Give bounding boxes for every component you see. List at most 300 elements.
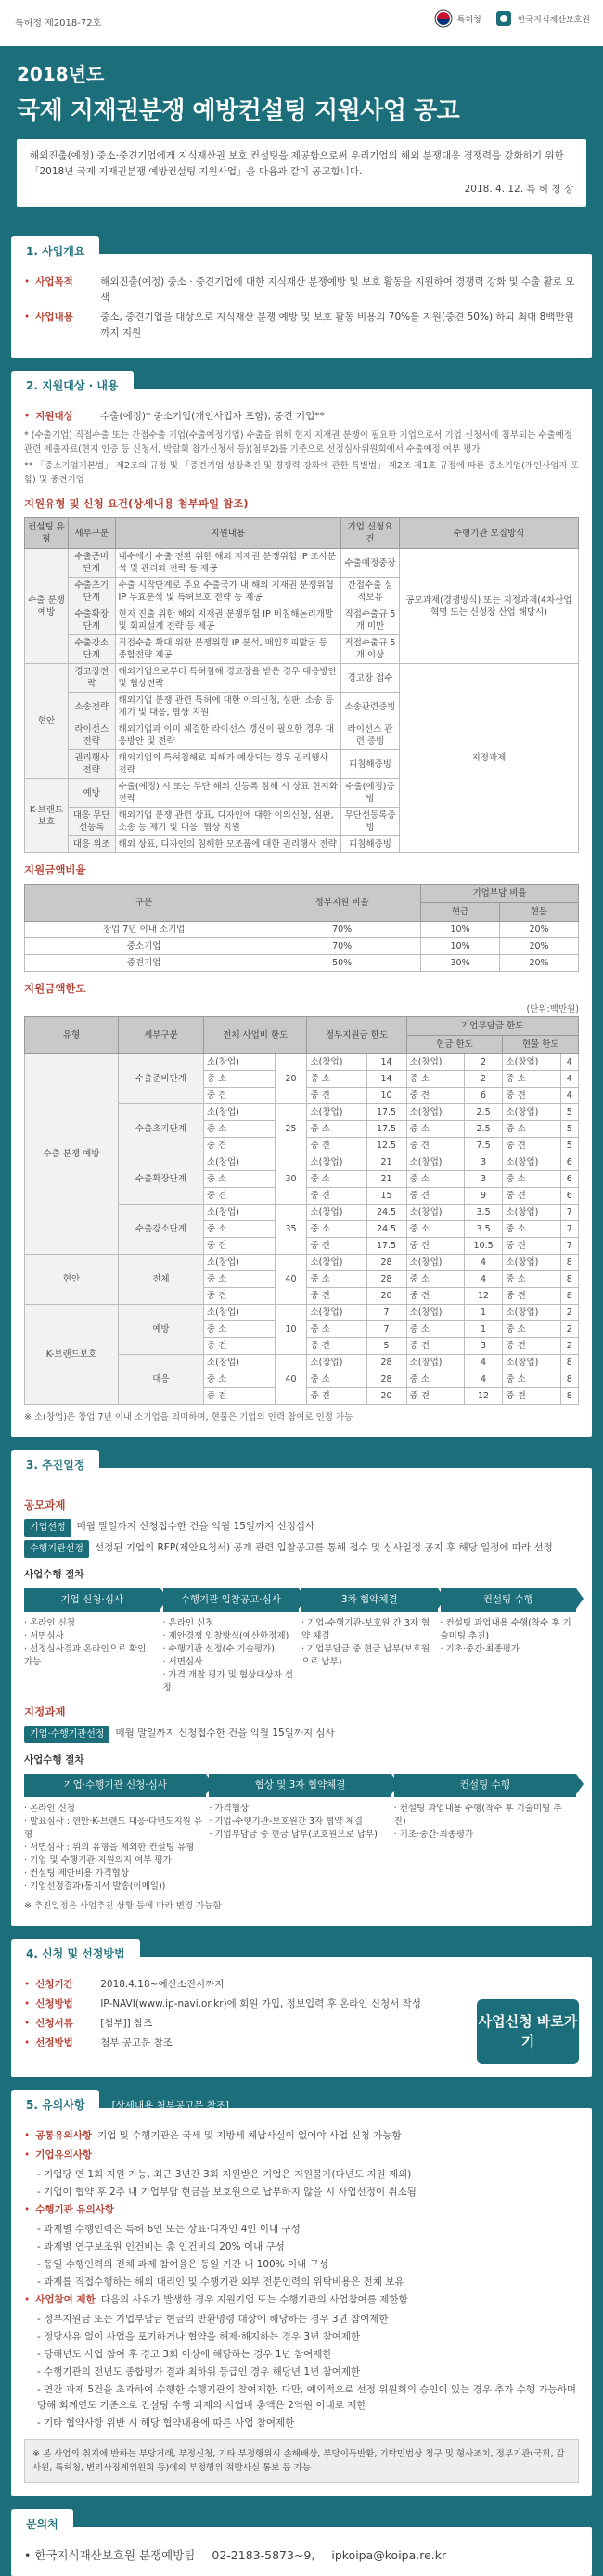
- amount-type: 소(창업): [406, 1205, 464, 1221]
- bullet-icon: •: [24, 411, 31, 422]
- amount-type: 소(창업): [307, 1104, 366, 1121]
- amount-gov: 12.5: [366, 1138, 406, 1154]
- kipo-logo-text: 특허청: [456, 15, 481, 25]
- amount-type: 중 견: [203, 1088, 275, 1104]
- bullet-icon: •: [24, 312, 31, 323]
- types-sub: 라이선스전략: [68, 721, 115, 750]
- amount-type: 중 견: [503, 1138, 560, 1154]
- amount-kind: 4: [560, 1071, 578, 1088]
- amount-type: 중 소: [203, 1271, 275, 1288]
- apply-row: [24, 1977, 423, 1993]
- list-item: - 과제를 직접수행하는 해외 대리인 및 수행기관 외부 전문인력의 위탁비용은 전체 보유: [37, 2276, 404, 2288]
- list-item: - 기업당 연 1회 지원 가능, 최근 3년간 3회 지원받은 기업은 지원불가(다년도 지원 제외): [37, 2169, 412, 2180]
- bullet-icon: •: [24, 2018, 31, 2029]
- types-req: 직접수출규 5개 이상: [341, 635, 400, 664]
- amount-type: 중 견: [503, 1288, 560, 1305]
- amount-cash: 3: [464, 1154, 503, 1171]
- year: 2018년도: [17, 63, 105, 85]
- list-item: - 연간 과제 5건을 초과하여 수행한 수행기관의 참여제한. 다만, 예외적으로 선정 위원회의 승인이 있는 경우 추가 수행 가능하며 당해 회계연도 기준으로 컨설팅 수행 과제의 사업비 총액은 2억원 이내로 제한: [37, 2384, 577, 2411]
- amount-sub: 수출준비단계: [118, 1054, 203, 1104]
- amount-cash: 9: [464, 1188, 503, 1205]
- amount-cash: 6: [464, 1088, 503, 1104]
- bullet-icon: •: [24, 1998, 31, 2009]
- types-content: 현지 진출 위한 해외 지재권 분쟁위험 IP 비침해논리개발 및 회피설계 전략 등 제공: [115, 606, 341, 635]
- amount-gov: 5: [366, 1338, 406, 1355]
- amount-total: 25: [275, 1104, 307, 1154]
- amount-type: 중 소: [307, 1121, 366, 1138]
- amount-type: 소(창업): [203, 1054, 275, 1071]
- list-item: - 동일 수행인력의 전체 과제 참여율은 동일 기간 내 100% 이내 구성: [37, 2259, 328, 2270]
- amount-type: 중 견: [503, 1088, 560, 1104]
- amount-table: 유형 세부구분 전체 사업비 한도 정부지원금 한도 기업부담금 한도 현금 한도 현물 한도 수출 분쟁 예방 수출준비단계 소(창업) 20 소(창업) 14 소(창업) 2 소(창업) 4 중 소 중 소 14 중 소 2 중 소 4 중 견 중 견 10 중 견 6 중 견 4 수출초기단계 소(창업) 25 소(창업) 17.5 소(창업) 2.5 소(창업) 5 중 소 중 소 17.5 중 소 2.5 중 소 5 중 견 중 견 12.5 중 견 7.5 중 견 5 수출확장단계 소(창업) 30 소(창업) 21 소(창업) 3 소(창업) 6 중 소 중 소 21 중 소 3 중 소 6 중 견 중 견 15 중 견 9 중 견 6 수출강소단계 소(창업) 35 소(창업) 24.5 소(창업) 3.5 소(창업) 7 중 소 중 소 24.5 중 소 3.5 중 소 7 중 견 중 견 17.5 중 견 10.5 중 견 7 현안 전체 소(창업) 40 소(창업) 28 소(창업) 4 소(창업) 8 중 소 중 소 28 중 소 4 중 소 8 중 견 중 견 20 중 견 12 중 견 8 K-브랜드보호 예방 소(창업) 10 소(창업) 7 소(창업) 1 소(창업) 2 중 소 중 소 7 중 소 1 중 소 2 중 견 중 견 5 중 견 3 중 견 2 대응 소(창업) 40 소(창업) 28 소(창업) 4 소(창업) 8 중 소 중 소 28 중 소 4 중 소 8 중 견 중 견 20 중 견 12 중 견 8: [24, 1016, 579, 1405]
- section-contact: [11, 2496, 592, 2576]
- ratio-cell: 10%: [421, 922, 500, 938]
- tag: 기업선정: [24, 1519, 71, 1537]
- amount-type: 중 소: [406, 1371, 464, 1388]
- header: [0, 46, 603, 223]
- list-item: - 수행기관의 전년도 종합평가 결과 최하위 등급인 경우 해당년 1년 참여제한: [37, 2366, 361, 2378]
- amount-type: 소(창업): [203, 1255, 275, 1271]
- amount-gov: 20: [366, 1388, 406, 1405]
- flow-step: 컨설팅 수행: [441, 1588, 577, 1612]
- amount-kind: 4: [560, 1088, 578, 1104]
- amount-type: 중 소: [406, 1171, 464, 1188]
- amount-type: 중 소: [406, 1321, 464, 1338]
- apply-button[interactable]: 사업신청 바로가기: [477, 1999, 579, 2064]
- amount-type: 소(창업): [503, 1305, 560, 1321]
- amount-cash: 12: [464, 1288, 503, 1305]
- flow-desc-item: · 온라인 신청 · 발표심사 : 현안·K-브랜드 대응·다년도지원 유형 · 서면심사 : 위의 유형을 제외한 컨설팅 유형 · 기업 및 수행기관 지원의지 여부 평가 · 컨설팅 제안비용 가격협상 · 기업선정결과(통지서 발송(이메일)): [24, 1804, 203, 1892]
- amount-cash: 1: [464, 1321, 503, 1338]
- amount-gov: 17.5: [366, 1238, 406, 1255]
- amount-type: 소(창업): [406, 1054, 464, 1071]
- amount-type: 소(창업): [307, 1355, 366, 1371]
- process-desc: [24, 1803, 579, 1894]
- list-item: - 정당사유 없이 사업을 포기하거나 협약을 해제·해지하는 경우 3년 참여제한: [37, 2331, 361, 2342]
- types-header: 기업 신청요건: [341, 518, 400, 549]
- amount-sub: 수출강소단계: [118, 1205, 203, 1255]
- flow-step: 컨설팅 수행: [394, 1774, 576, 1797]
- amount-type: 중 견: [406, 1288, 464, 1305]
- amount-type: 소(창업): [503, 1255, 560, 1271]
- bullet-icon: •: [24, 1979, 31, 1990]
- amount-gov: 21: [366, 1171, 406, 1188]
- types-sub: 대응 위조: [68, 836, 115, 853]
- ratio-cell: 70%: [263, 922, 421, 938]
- types-content: 해외기업 분쟁 관련 특허에 대한 이의신청, 심판, 소송 등 제기 및 대응, 협상 지원: [115, 693, 341, 721]
- types-sub: 예방: [68, 779, 115, 808]
- amount-type: 소(창업): [503, 1154, 560, 1171]
- amount-type: 중 견: [203, 1288, 275, 1305]
- tag: 기업·수행기관선정: [24, 1726, 109, 1743]
- amount-cash: 2.5: [464, 1104, 503, 1121]
- amount-kind: 8: [560, 1255, 578, 1271]
- amount-gov: 21: [366, 1154, 406, 1171]
- amount-type: 중 소: [307, 1271, 366, 1288]
- types-method: 지정과제: [399, 664, 578, 853]
- amount-type: 중 견: [406, 1338, 464, 1355]
- amount-group: K-브랜드보호: [25, 1305, 119, 1405]
- flow-desc-item: · 기업-수행기관-보호원 간 3자 협약 체결 · 기업부담금 중 현금 납부(보호원으로 납부): [302, 1618, 430, 1667]
- types-header: 컨설팅 유형: [25, 518, 69, 549]
- apply-value: 2018.4.18~예산소진시까지: [100, 1979, 225, 1990]
- flow-desc-item: · 온라인 신청 · 제안경쟁 입찰방식(예산한정제) · 수행기관 선정(수 기술평가) · 서면심사 · 가격 개찰 평가 및 협상대상자 선정: [162, 1618, 293, 1693]
- types-sub: 경고장전략: [68, 664, 115, 693]
- amount-gov: 17.5: [366, 1104, 406, 1121]
- kipo-logo: [434, 9, 481, 28]
- ratio-cell: 창업 7년 이내 소기업: [25, 922, 263, 938]
- amount-gov: 14: [366, 1054, 406, 1071]
- amount-gov: 10: [366, 1088, 406, 1104]
- kipa-logo: [494, 9, 590, 28]
- amount-type: 중 소: [503, 1171, 560, 1188]
- amount-gov: 28: [366, 1371, 406, 1388]
- contact-email[interactable]: ipkoipa@koipa.re.kr: [331, 2548, 447, 2562]
- amount-type: 중 소: [406, 1121, 464, 1138]
- types-sub: 소송전략: [68, 693, 115, 721]
- note: ※ 추진일정은 사업추진 상황 등에 따라 변경 가능함: [24, 1901, 222, 1911]
- flow-step: 기업·수행기관 신청·심사: [24, 1774, 206, 1797]
- amount-type: 중 견: [307, 1188, 366, 1205]
- amount-cash: 10.5: [464, 1238, 503, 1255]
- amount-type: 중 소: [203, 1321, 275, 1338]
- amount-type: 중 견: [307, 1338, 366, 1355]
- types-sub: 수출초기단계: [68, 578, 115, 606]
- amount-gov: 28: [366, 1271, 406, 1288]
- amount-cash: 2.5: [464, 1121, 503, 1138]
- top-bar: [0, 0, 603, 46]
- amount-total: 40: [275, 1255, 307, 1305]
- amount-type: 중 소: [203, 1071, 275, 1088]
- amount-type: 소(창업): [307, 1255, 366, 1271]
- amount-type: 중 견: [406, 1088, 464, 1104]
- process-desc: [24, 1617, 579, 1695]
- types-method: 공모과제(경쟁방식) 또는 지정과제(4차산업혁명 또는 신성장 산업 해당시): [399, 549, 578, 664]
- intro-date: 2018. 4. 12. 특 허 청 장: [464, 184, 573, 195]
- types-header: 세부구분: [68, 518, 115, 549]
- types-req: 수출(예정)증빙: [341, 779, 400, 808]
- note: * (수출기업) 직접수출 또는 간접수출 기업(수출예정기업) 수출을 위해 현지 지재권 분쟁이 필요한 기업으로서 기업 신청서에 첨부되는 수출예정 관련 제출자료(현지 인증 등 신청서, 박람회 참가신청서 등)(첨부2)를 기준으로 선정심사위원회에서 수출예정 여부 평가: [24, 430, 572, 454]
- types-sub: 대응 무단선등록: [68, 808, 115, 836]
- warning-box: ※ 본 사업의 취지에 반하는 부당거래, 부정신청, 기타 부정행위시 손해배상, 부당이득반환, 기탁민법상 청구 및 형사조치, 정부기관(국회, 감사원, 특허청, 변리사징계위원회 등)에의 부정행위 적발사실 통보 등 가능: [24, 2439, 579, 2483]
- amount-kind: 2: [560, 1321, 578, 1338]
- amount-type: 소(창업): [203, 1154, 275, 1171]
- flow-desc-item: · 온라인 신청 · 서면심사 · 선정심사결과 온라인으로 확인 가능: [24, 1618, 147, 1667]
- ratio-cell: 30%: [421, 955, 500, 972]
- apply-label: 신청서류: [35, 2018, 73, 2029]
- amount-type: 중 견: [203, 1238, 275, 1255]
- ratio-cell: 50%: [263, 955, 421, 972]
- amount-gov: 14: [366, 1071, 406, 1088]
- amount-cash: 1: [464, 1305, 503, 1321]
- amount-type: 소(창업): [203, 1305, 275, 1321]
- amount-type: 소(창업): [503, 1205, 560, 1221]
- flow-desc-item: · 컨설팅 과업내용 수행(착수 후 기술미팅 추진) · 기초·중간·최종평가: [440, 1618, 571, 1654]
- amount-type: 소(창업): [406, 1104, 464, 1121]
- section-target: 2. 지원대상 · 내용 • 지원대상 수출(예정)* 중소기업(개인사업자 포함), 중견 기업** * (수출기업) 직접수출 또는 간접수출 기업(수출예정기업) 수출을 위해 현지 지재권 분쟁이 필요한 기업으로서 기업 신청서에 첨부되는 수출예정 관련 제출자료(현지 인증 등 신청서, 박람회 참가신청서 등)(첨부2)를 기준으로 선정심사위원회에서 수출예정 여부 평가 ** 「중소기업기본법」 제2조의 규정 및 「중견기업 성장촉진 및 경쟁력 강화에 관한 특별법」 제2조 제1호 규정에 따른 중소기업(개인사업자 포함) 및 중견기업 지원유형 및 신청 요건(상세내용 첨부파일 참조) 컨설팅 유형 세부구분 지원내용 기업 신청요건 수행기관 모집방식 수출 분쟁 예방 수출준비단계 내수에서 수출 전환 위한 해외 지재권 분쟁위험 IP 조사분석 및 관리와 전략 등 제공 수출예정중장 공모과제(경쟁방식) 또는 지정과제(4차산업혁명 또는 신성장 산업 해당시) 수출초기단계 수출 시작단계로 주요 수출국가 내 해외 지재권 분쟁위험 IP 무효분석 및 특허보호 전략 등 제공 간접수출 실적보유 수출확장단계 현지 진출 위한 해외 지재권 분쟁위험 IP 비침해논리개발 및 회피설계 전략 등 제공 직접수출규 5개 미만 수출강소단계 직접수출 확대 위한 분쟁위험 IP 분석, 매입회피발굴 등 종합전략 제공 직접수출규 5개 이상 현안 경고장전략 해외기업으로부터 특허침해 경고장을 받은 경우 대응방안 및 협상전략 경고장 접수 지정과제 소송전략 해외기업 분쟁 관련 특허에 대한 이의신청, 심판, 소송 등 제기 및 대응, 협상 지원 소송관련증빙 라이선스전략 해외기업과 이미 체결한 라이선스 갱신이 필요한 경우 대응방안 및 전략 라이선스 관련 증빙 권리행사전략 해외기업의 특허침해로 피해가 예상되는 경우 권리행사 전략 피침해증빙 K-브랜드보호 예방 수출(예정) 시 또는 무단 해외 선등록 침해 시 상표 현지화 전략 수출(예정)증빙 대응 무단선등록 해외기업 분쟁 관련 상표, 디자인에 대한 이의신청, 심판, 소송 등 제기 및 대응, 협상 지원 무단선등록증빙 대응 위조 해외 상표, 디자인의 침해한 모조품에 대한 권리행사 전략 피침해증빙 지원금액비율 구분 정부지원 비율 기업부담 비율 현금 현물 창업 7년 이내 소기업 70% 10% 20% 중소기업 70% 10% 20% 중견기업 50% 30% 20% 지원금액한도 (단위:백만원) 유형 세부구분 전체 사업비 한도 정부지원금 한도 기업부담금 한도 현금 한도 현물 한도 수출 분쟁 예방 수출준비단계 소(창업) 20 소(창업) 14 소(창업) 2 소(창업) 4 중 소 중 소 14 중 소 2 중 소 4 중 견 중 견 10 중 견 6 중 견 4 수출초기단계 소(창업) 25 소(창업) 17.5 소(창업) 2.5 소(창업) 5 중 소 중 소 17.5 중 소 2.5 중 소 5 중 견 중 견 12.5 중 견 7.5 중 견 5 수출확장단계 소(창업) 30 소(창업) 21 소(창업) 3 소(창업) 6 중 소 중 소 21 중 소 3 중 소 6 중 견 중 견 15 중 견 9 중 견 6 수출강소단계 소(창업) 35 소(창업) 24.5 소(창업) 3.5 소(창업) 7 중 소 중 소 24.5 중 소 3.5 중 소 7 중 견 중 견 17.5 중 견 10.5 중 견 7 현안 전체 소(창업) 40 소(창업) 28 소(창업) 4 소(창업) 8 중 소 중 소 28 중 소 4 중 소 8 중 견 중 견 20 중 견 12 중 견 8 K-브랜드보호 예방 소(창업) 10 소(창업) 7 소(창업) 1 소(창업) 2 중 소 중 소 7 중 소 1 중 소 2 중 견 중 견 5 중 견 3 중 견 2 대응 소(창업) 40 소(창업) 28 소(창업) 4 소(창업) 8 중 소 중 소 28 중 소 4 중 소 8 중 견 중 견 20 중 견 12 중 견 8 ※ 소(창업)은 창업 7년 이내 소기업을 의미하며, 현물은 기업의 인력 참여로 인정 가능: [11, 358, 592, 1437]
- amount-kind: 6: [560, 1188, 578, 1205]
- section-notes: 5. 유의사항 [상세내용 첨부공고문 참조] • 공통유의사항 기업 및 수행기관은 국세 및 지방세 체납사실이 없어야 사업 신청 가능함 • 기업유의사항 - 기업당 연 1회 지원 가능, 최근 3년간 3회 지원받은 기업은 지원불가(다년도 지원 제외) - 기업이 협약 후 2주 내 기업부담 현금을 보호원으로 납부하지 않을 시 사업선정이 취소됨 • 수행기관 유의사항 - 과제별 수행인력은 특허 6인 또는 상표·디자인 4인 이내 구성 - 과제별 연구보조원 인건비는 총 인건비의 20% 이내 구성 - 동일 수행인력의 전체 과제 참여율은 동일 기간 내 100% 이내 구성 - 과제를 직접수행하는 해외 대리인 및 수행기관 외부 전문인력의 위탁비용은 전체 보유 • 사업참여 제한 다음의 사유가 발생한 경우 지원기업 또는 수행기관의 사업참여를 제한함 - 정부지원금 또는 기업부담금 현금의 반환명령 대상에 해당하는 경우 3년 참여제한 - 정당사유 없이 사업을 포기하거나 협약을 해제·해지하는 경우 3년 참여제한 - 당해년도 사업 참여 후 경고 3회 이상에 해당하는 경우 1년 참여제한 - 수행기관의 전년도 종합평가 결과 최하위 등급인 경우 해당년 1년 참여제한 - 연간 과제 5건을 초과하여 수행한 수행기관의 참여제한. 다만, 예외적으로 선정 위원회의 승인이 있는 경우 추가 수행 가능하며 당해 회계연도 기준으로 컨설팅 수행 과제의 사업비 총액은 2억원 이내로 제한 - 기타 협약사항 위반 시 해당 협약내용에 따른 사업 참여제한 ※ 본 사업의 취지에 반하는 부당거래, 부정신청, 기타 부정행위시 손해배상, 부당이득반환, 기탁민법상 청구 및 형사조치, 정부기관(국회, 감사원, 특허청, 변리사징계위원회 등)에의 부정행위 적발사실 통보 등 가능: [11, 2077, 592, 2496]
- flow-desc-item: · 컨설팅 과업내용 수행(착수 후 기술미팅 추진) · 기초·중간·최종평가: [393, 1804, 562, 1840]
- amount-type: 중 견: [307, 1138, 366, 1154]
- amount-type: 중 소: [307, 1171, 366, 1188]
- apply-label: 신청방법: [35, 1998, 73, 2009]
- ratio-cell: 10%: [421, 938, 500, 955]
- list-item: - 당해년도 사업 참여 후 경고 3회 이상에 해당하는 경우 1년 참여제한: [37, 2349, 332, 2360]
- amount-type: 중 견: [307, 1388, 366, 1405]
- flow-step: 기업 신청·심사: [24, 1588, 160, 1612]
- amount-kind: 7: [560, 1238, 578, 1255]
- apply-label: 신청기간: [35, 1979, 73, 1990]
- amount-type: 중 견: [503, 1238, 560, 1255]
- sub-heading: 지정과제: [24, 1705, 66, 1718]
- amount-type: 중 소: [503, 1271, 560, 1288]
- amount-type: 중 소: [203, 1171, 275, 1188]
- amount-type: 중 견: [503, 1388, 560, 1405]
- amount-gov: 7: [366, 1305, 406, 1321]
- sub-heading: 사업수행 절차: [24, 1754, 84, 1766]
- amount-cash: 12: [464, 1388, 503, 1405]
- process-flow: [24, 1588, 579, 1612]
- section-overview: 1. 사업개요 • 사업목적 해외진출(예정) 중소 · 중견기업에 대한 지식재산 분쟁예방 및 보호 활동을 지원하여 경쟁력 강화 및 수출 활로 모색 • 사업내용 중소, 중견기업을 대상으로 지식재산 분쟁 예방 및 보호 활동 비용의 70%를 지원(중견 50%) 하되 최대 8백만원까지 지원: [11, 223, 592, 358]
- sub-heading: 지원금액한도: [24, 982, 86, 995]
- types-content: 해외기업으로부터 특허침해 경고장을 받은 경우 대응방안 및 협상전략: [115, 664, 341, 693]
- amount-gov: 7: [366, 1321, 406, 1338]
- amount-total: 30: [275, 1154, 307, 1205]
- amount-kind: 5: [560, 1121, 578, 1138]
- amount-type: 중 견: [307, 1088, 366, 1104]
- section-schedule: 3. 추진일정 공모과제 기업선정 매월 말일까지 신청접수한 건을 익월 15일까지 선정심사 수행기관선정 선정된 기업의 RFP(제안요청서) 공개 관련 입찰공고를 통해 접수 및 심사일정 공지 후 해당 일정에 따라 선정 사업수행 절차 기업 신청·심사 수행기관 입찰공고·심사 3차 협약체결 컨설팅 수행 · 온라인 신청 · 서면심사 · 선정심사결과 온라인으로 확인 가능 · 온라인 신청 · 제안경쟁 입찰방식(예산한정제) · 수행기관 선정(수 기술평가) · 서면심사 · 가격 개찰 평가 및 협상대상자 선정 · 기업-수행기관-보호원 간 3자 협약 체결 · 기업부담금 중 현금 납부(보호원으로 납부) · 컨설팅 과업내용 수행(착수 후 기술미팅 추진) · 기초·중간·최종평가 지정과제 기업·수행기관선정 매월 말일까지 신청접수한 건을 익월 15일까지 심사 사업수행 절차 기업·수행기관 신청·심사 협상 및 3자 협약체결 컨설팅 수행 · 온라인 신청 · 발표심사 : 현안·K-브랜드 대응·다년도지원 유형 · 서면심사 : 위의 유형을 제외한 컨설팅 유형 · 기업 및 수행기관 지원의지 여부 평가 · 컨설팅 제안비용 가격협상 · 기업선정결과(통지서 발송(이메일)) · 가격협상 · 기업-수행기관-보호원간 3자 협약 체결 · 기업부담금 중 현금 납부(보호원으로 납부) · 컨설팅 과업내용 수행(착수 후 기술미팅 추진) · 기초·중간·최종평가 ※ 추진일정은 사업추진 상황 등에 따라 변경 가능함: [11, 1437, 592, 1926]
- types-req: 피침해증빙: [341, 750, 400, 779]
- apply-row: [24, 1996, 423, 2012]
- amount-type: 소(창업): [203, 1104, 275, 1121]
- amount-type: 중 견: [203, 1188, 275, 1205]
- types-table: [24, 517, 579, 853]
- types-header: 지원내용: [115, 518, 341, 549]
- table-row: [25, 549, 579, 578]
- section-heading: 2. 지원대상 · 내용: [11, 371, 134, 400]
- amount-type: 소(창업): [307, 1154, 366, 1171]
- apply-value: IP-NAVI(www.ip-navi.or.kr)에 회원 가입, 정보입력 후 온라인 신청서 작성: [100, 1998, 421, 2009]
- amount-kind: 2: [560, 1305, 578, 1321]
- amount-type: 소(창업): [203, 1355, 275, 1371]
- amount-type: 중 견: [406, 1138, 464, 1154]
- amount-type: 소(창업): [203, 1205, 275, 1221]
- amount-kind: 7: [560, 1205, 578, 1221]
- types-group: 현안: [25, 664, 69, 779]
- list-item: - 기업이 협약 후 2주 내 기업부담 현금을 보호원으로 납부하지 않을 시 사업선정이 취소됨: [37, 2187, 417, 2198]
- amount-sub: 예방: [118, 1305, 203, 1355]
- amount-type: 중 소: [203, 1371, 275, 1388]
- sub-heading: 공모과제: [24, 1498, 66, 1511]
- ratio-cell: 20%: [500, 938, 579, 955]
- flow-step: 3차 협약체결: [302, 1588, 438, 1612]
- apply-label: 선정방법: [35, 2037, 73, 2048]
- amount-type: 중 견: [406, 1388, 464, 1405]
- amount-sub: 대응: [118, 1355, 203, 1405]
- ratio-cell: 70%: [263, 938, 421, 955]
- list-item: - 과제별 수행인력은 특허 6인 또는 상표·디자인 4인 이내 구성: [37, 2224, 301, 2235]
- amount-gov: 17.5: [366, 1121, 406, 1138]
- unit-note: (단위:백만원): [526, 1004, 579, 1014]
- kipo-logo-icon: [434, 9, 453, 28]
- amount-type: 소(창업): [406, 1255, 464, 1271]
- amount-type: 중 견: [503, 1188, 560, 1205]
- note: ※ 소(창업)은 창업 7년 이내 소기업을 의미하며, 현물은 기업의 인력 참여로 인정 가능: [24, 1412, 353, 1422]
- types-content: 직접수출 확대 위한 분쟁위험 IP 분석, 매입회피발굴 등 종합전략 제공: [115, 635, 341, 664]
- amount-type: 중 소: [503, 1371, 560, 1388]
- bullet-icon: •: [24, 276, 31, 287]
- amount-cash: 2: [464, 1071, 503, 1088]
- intro-text: 해외진출(예정) 중소·중견기업에게 지식재산권 보호 컨설팅을 제공함으로써 우리기업의 해외 분쟁대응 경쟁력을 강화하기 위한 「2018년 국제 지재권분쟁 예방컨설팅 지원사업」을 다음과 같이 공고합니다.: [30, 150, 564, 177]
- amount-type: 중 소: [406, 1221, 464, 1238]
- amount-type: 소(창업): [503, 1054, 560, 1071]
- amount-type: 소(창업): [307, 1205, 366, 1221]
- amount-kind: 6: [560, 1154, 578, 1171]
- amount-group: 현안: [25, 1255, 119, 1305]
- amount-gov: 24.5: [366, 1205, 406, 1221]
- amount-cash: 2: [464, 1054, 503, 1071]
- amount-sub: 전체: [118, 1255, 203, 1305]
- sub-heading: 지원유형 및 신청 요건(상세내용 첨부파일 참조): [24, 497, 249, 510]
- amount-gov: 15: [366, 1188, 406, 1205]
- amount-cash: 4: [464, 1371, 503, 1388]
- intro-box: [17, 139, 586, 207]
- logo-group: [434, 9, 590, 28]
- apply-value: 첨부 공고문 참조: [100, 2037, 173, 2048]
- types-sub: 수출준비단계: [68, 549, 115, 578]
- amount-type: 중 소: [503, 1121, 560, 1138]
- amount-total: 35: [275, 1205, 307, 1255]
- table-row: [25, 955, 579, 972]
- types-req: 소송관련증빙: [341, 693, 400, 721]
- amount-kind: 8: [560, 1371, 578, 1388]
- types-content: 내수에서 수출 전환 위한 해외 지재권 분쟁위험 IP 조사분석 및 관리와 전략 등 제공: [115, 549, 341, 578]
- types-req: 간접수출 실적보유: [341, 578, 400, 606]
- amount-kind: 7: [560, 1221, 578, 1238]
- list-item: - 정부지원금 또는 기업부담금 현금의 반환명령 대상에 해당하는 경우 3년 참여제한: [37, 2314, 389, 2325]
- amount-sub: 수출확장단계: [118, 1154, 203, 1205]
- section-heading: 3. 추진일정: [11, 1450, 99, 1479]
- sub-heading: 사업수행 절차: [24, 1569, 84, 1580]
- types-req: 라이선스 관련 증빙: [341, 721, 400, 750]
- amount-type: 소(창업): [406, 1154, 464, 1171]
- amount-cash: 4: [464, 1271, 503, 1288]
- amount-type: 중 소: [503, 1071, 560, 1088]
- types-sub: 권리행사전략: [68, 750, 115, 779]
- ratio-cell: 20%: [500, 955, 579, 972]
- amount-gov: 28: [366, 1355, 406, 1371]
- bullet-icon: •: [24, 2037, 31, 2048]
- amount-type: 중 견: [203, 1138, 275, 1154]
- kipa-logo-icon: [494, 9, 513, 28]
- amount-sub: 수출초기단계: [118, 1104, 203, 1154]
- types-sub: 수출강소단계: [68, 635, 115, 664]
- amount-kind: 4: [560, 1054, 578, 1071]
- amount-type: 중 소: [406, 1271, 464, 1288]
- amount-cash: 4: [464, 1355, 503, 1371]
- types-header: 수행기관 모집방식: [399, 518, 578, 549]
- amount-gov: 20: [366, 1288, 406, 1305]
- types-content: 해외기업의 특허침해로 피해가 예상되는 경우 권리행사 전략: [115, 750, 341, 779]
- types-req: 무단선등록증빙: [341, 808, 400, 836]
- amount-type: 중 견: [203, 1388, 275, 1405]
- amount-kind: 8: [560, 1388, 578, 1405]
- amount-total: 20: [275, 1054, 307, 1104]
- amount-kind: 5: [560, 1104, 578, 1121]
- tag: 수행기관선정: [24, 1540, 89, 1558]
- amount-kind: 2: [560, 1338, 578, 1355]
- ref-note: [상세내용 첨부공고문 참조]: [111, 2100, 230, 2111]
- kipa-logo-text: 한국지식재산보호원: [517, 15, 590, 25]
- apply-value: [첨부]] 참조: [100, 2018, 153, 2029]
- list-item: - 과제별 연구보조원 인건비는 총 인건비의 20% 이내 구성: [37, 2241, 285, 2252]
- amount-type: 중 소: [307, 1221, 366, 1238]
- amount-total: 40: [275, 1355, 307, 1405]
- types-sub: 수출확장단계: [68, 606, 115, 635]
- amount-type: 중 견: [503, 1338, 560, 1355]
- amount-type: 중 견: [406, 1188, 464, 1205]
- types-content: 수출(예정) 시 또는 무단 해외 선등록 침해 시 상표 현지화 전략: [115, 779, 341, 808]
- section-heading: 문의처: [11, 2509, 73, 2538]
- types-content: 해외기업 분쟁 관련 상표, 디자인에 대한 이의신청, 심판, 소송 등 제기 및 대응, 협상 지원: [115, 808, 341, 836]
- section-heading: 5. 유의사항: [11, 2090, 99, 2119]
- amount-type: 중 소: [203, 1121, 275, 1138]
- amount-gov: 28: [366, 1255, 406, 1271]
- amount-kind: 5: [560, 1138, 578, 1154]
- note: ** 「중소기업기본법」 제2조의 규정 및 「중견기업 성장촉진 및 경쟁력 강화에 관한 특별법」 제2조 제1호 규정에 따른 중소기업(개인사업자 포함) 및 중견기업: [24, 461, 579, 485]
- amount-cash: 3.5: [464, 1221, 503, 1238]
- amount-cash: 3: [464, 1338, 503, 1355]
- process-flow: [24, 1774, 579, 1797]
- amount-cash: 3.5: [464, 1205, 503, 1221]
- amount-type: 중 소: [307, 1371, 366, 1388]
- amount-type: 소(창업): [503, 1355, 560, 1371]
- page-title: 국제 지재권분쟁 예방컨설팅 지원사업 공고: [17, 97, 460, 125]
- flow-desc-item: · 가격협상 · 기업-수행기관-보호원간 3자 협약 체결 · 기업부담금 중 현금 납부(보호원으로 납부): [209, 1804, 378, 1840]
- amount-type: 소(창업): [307, 1305, 366, 1321]
- amount-gov: 24.5: [366, 1221, 406, 1238]
- table-row: [25, 1054, 579, 1071]
- ratio-cell: 중견기업: [25, 955, 263, 972]
- amount-type: 중 소: [503, 1321, 560, 1338]
- amount-type: 중 견: [203, 1338, 275, 1355]
- amount-type: 중 소: [307, 1071, 366, 1088]
- section-apply: [11, 1926, 592, 2077]
- types-content: 해외 상표, 디자인의 침해한 모조품에 대한 권리행사 전략: [115, 836, 341, 853]
- amount-cash: 3: [464, 1171, 503, 1188]
- types-req: 직접수출규 5개 미만: [341, 606, 400, 635]
- amount-kind: 8: [560, 1271, 578, 1288]
- types-content: 수출 시작단계로 주요 수출국가 내 해외 지재권 분쟁위험 IP 무효분석 및 특허보호 전략 등 제공: [115, 578, 341, 606]
- amount-type: 소(창업): [503, 1104, 560, 1121]
- types-req: 수출예정중장: [341, 549, 400, 578]
- amount-type: 중 소: [406, 1071, 464, 1088]
- section-heading: 1. 사업개요: [11, 236, 99, 265]
- amount-total: 10: [275, 1305, 307, 1355]
- contact-org: • 한국지식재산보호원 분쟁예방팀: [24, 2548, 196, 2562]
- flow-step: 협상 및 3자 협약체결: [209, 1774, 391, 1797]
- types-group: 수출 분쟁 예방: [25, 549, 69, 664]
- sub-heading: 지원금액비율: [24, 863, 86, 876]
- amount-kind: 8: [560, 1288, 578, 1305]
- types-content: 해외기업과 이미 체결한 라이선스 갱신이 필요한 경우 대응방안 및 전략: [115, 721, 341, 750]
- amount-cash: 4: [464, 1255, 503, 1271]
- ratio-table: 구분 정부지원 비율 기업부담 비율 현금 현물 창업 7년 이내 소기업 70% 10% 20% 중소기업 70% 10% 20% 중견기업 50% 30% 20%: [24, 884, 579, 972]
- types-group: K-브랜드보호: [25, 779, 69, 853]
- amount-type: 소(창업): [406, 1305, 464, 1321]
- ratio-cell: 중소기업: [25, 938, 263, 955]
